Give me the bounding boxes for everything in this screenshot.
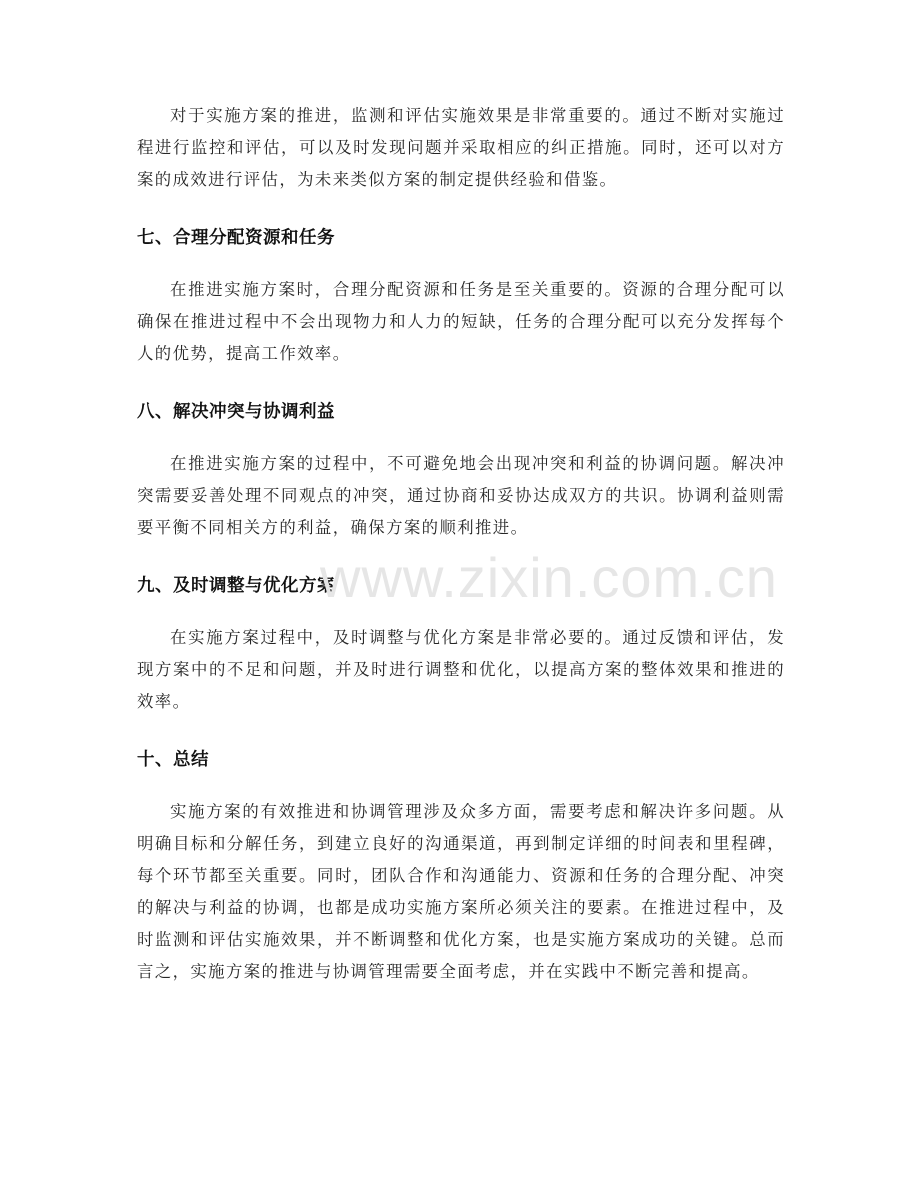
section-9-heading: 九、及时调整与优化方案 [137, 576, 335, 596]
section-10-heading: 十、总结 [137, 750, 209, 770]
spacer [137, 718, 785, 744]
spacer [137, 544, 785, 570]
section-9-paragraph: 在实施方案过程中，及时调整与优化方案是非常必要的。通过反馈和评估，发现方案中的不足和问题，并及时进行调整和优化，以提高方案的整体效果和推进的效率。 [137, 628, 785, 711]
section-8-paragraph: 在推进实施方案的过程中，不可避免地会出现冲突和利益的协调问题。解决冲突需要妥善处理不同观点的冲突，通过协商和妥协达成双方的共识。协调利益则需要平衡不同相关方的利益，确保方案的顺利推进。 [137, 454, 785, 537]
section-7-paragraph: 在推进实施方案时，合理分配资源和任务是至关重要的。资源的合理分配可以确保在推进过程中不会出现物力和人力的短缺，任务的合理分配可以充分发挥每个人的优势，提高工作效率。 [137, 280, 785, 363]
intro-paragraph: 对于实施方案的推进，监测和评估实施效果是非常重要的。通过不断对实施过程进行监控和评估，可以及时发现问题并采取相应的纠正措施。同时，还可以对方案的成效进行评估，为未来类似方案的制定提供经验和借鉴。 [137, 106, 785, 189]
spacer [137, 602, 785, 622]
watermark: www.zixin.com.cn [320, 546, 778, 609]
section-7-heading: 七、合理分配资源和任务 [137, 228, 335, 248]
document-body [137, 100, 785, 988]
spacer [137, 254, 785, 274]
section-8-heading: 八、解决冲突与协调利益 [137, 402, 335, 422]
spacer [137, 776, 785, 796]
section-10-paragraph: 实施方案的有效推进和协调管理涉及众多方面，需要考虑和解决许多问题。从明确目标和分解任务，到建立良好的沟通渠道，再到制定详细的时间表和里程碑，每个环节都至关重要。同时，团队合作和沟通能力、资源和任务的合理分配、冲突的解决与利益的协调，也都是成功实施方案所必须关注的要素。在推进过程中，及时监测和评估实施效果，并不断调整和优化方案，也是实施方案成功的关键。总而言之，实施方案的推进与协调管理需要全面考虑，并在实践中不断完善和提高。 [137, 802, 785, 981]
spacer [137, 428, 785, 448]
spacer [137, 370, 785, 396]
spacer [137, 196, 785, 222]
